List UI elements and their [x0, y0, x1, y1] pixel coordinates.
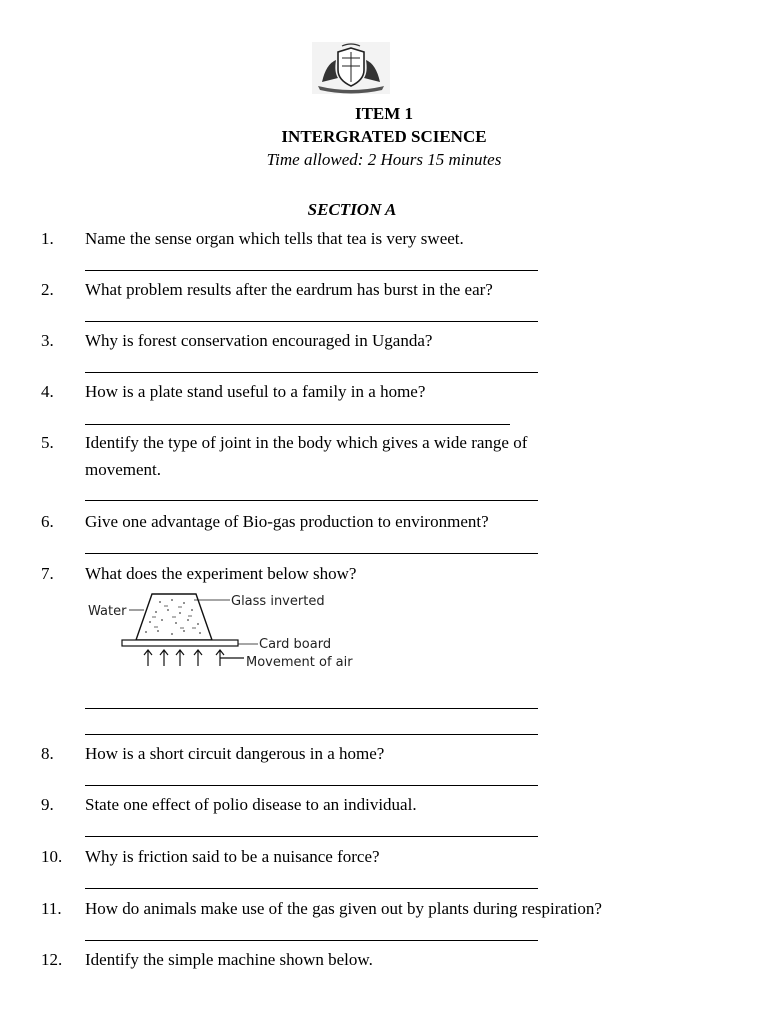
- question-text: How is a short circuit dangerous in a home?: [85, 744, 385, 763]
- answer-line[interactable]: [85, 708, 538, 709]
- answer-line[interactable]: [85, 734, 538, 735]
- question-number: 12.: [41, 950, 63, 969]
- question-number: 4.: [41, 382, 54, 401]
- question-text: How is a plate stand useful to a family in a home?: [85, 382, 426, 401]
- question-number: 8.: [41, 744, 54, 763]
- question-number: 5.: [41, 433, 54, 452]
- question-text: Identify the type of joint in the body which gives a wide range of: [85, 433, 528, 452]
- question-text: Why is friction said to be a nuisance force?: [85, 847, 380, 866]
- question-text: State one effect of polio disease to an individual.: [85, 795, 417, 814]
- question-text-continued: movement.: [85, 460, 162, 479]
- card-board-shape: [122, 640, 238, 646]
- section-title: SECTION A: [307, 200, 397, 219]
- item-title: ITEM 1: [354, 104, 414, 123]
- cardboard-label: Card board: [259, 637, 332, 652]
- answer-line[interactable]: [85, 553, 538, 554]
- glass-label: Glass inverted: [231, 594, 325, 609]
- question-number: 6.: [41, 512, 54, 531]
- experiment-diagram: [84, 588, 374, 674]
- subject-title: INTERGRATED SCIENCE: [281, 127, 487, 146]
- answer-line[interactable]: [85, 424, 510, 425]
- answer-line[interactable]: [85, 836, 538, 837]
- question-number: 9.: [41, 795, 54, 814]
- answer-line[interactable]: [85, 321, 538, 322]
- question-text: What does the experiment below show?: [85, 564, 357, 583]
- time-allowed: Time allowed: 2 Hours 15 minutes: [266, 150, 502, 169]
- question-text: How do animals make use of the gas given out by plants during respiration?: [85, 899, 602, 918]
- question-text: What problem results after the eardrum has burst in the ear?: [85, 280, 493, 299]
- question-text: Give one advantage of Bio-gas production to environment?: [85, 512, 489, 531]
- answer-line[interactable]: [85, 785, 538, 786]
- air-arrows: [144, 650, 244, 666]
- question-number: 7.: [41, 564, 54, 583]
- question-text: Why is forest conservation encouraged in Uganda?: [85, 331, 433, 350]
- question-number: 3.: [41, 331, 54, 350]
- answer-line[interactable]: [85, 372, 538, 373]
- answer-line[interactable]: [85, 270, 538, 271]
- answer-line[interactable]: [85, 940, 538, 941]
- question-text: Name the sense organ which tells that tea is very sweet.: [85, 229, 464, 248]
- water-label: Water: [88, 604, 127, 619]
- question-number: 11.: [41, 899, 62, 918]
- answer-line[interactable]: [85, 500, 538, 501]
- question-number: 10.: [41, 847, 63, 866]
- air-label: Movement of air: [246, 655, 353, 670]
- question-text: Identify the simple machine shown below.: [85, 950, 373, 969]
- answer-line[interactable]: [85, 888, 538, 889]
- question-number: 2.: [41, 280, 54, 299]
- question-number: 1.: [41, 229, 54, 248]
- school-crest-icon: [312, 42, 390, 94]
